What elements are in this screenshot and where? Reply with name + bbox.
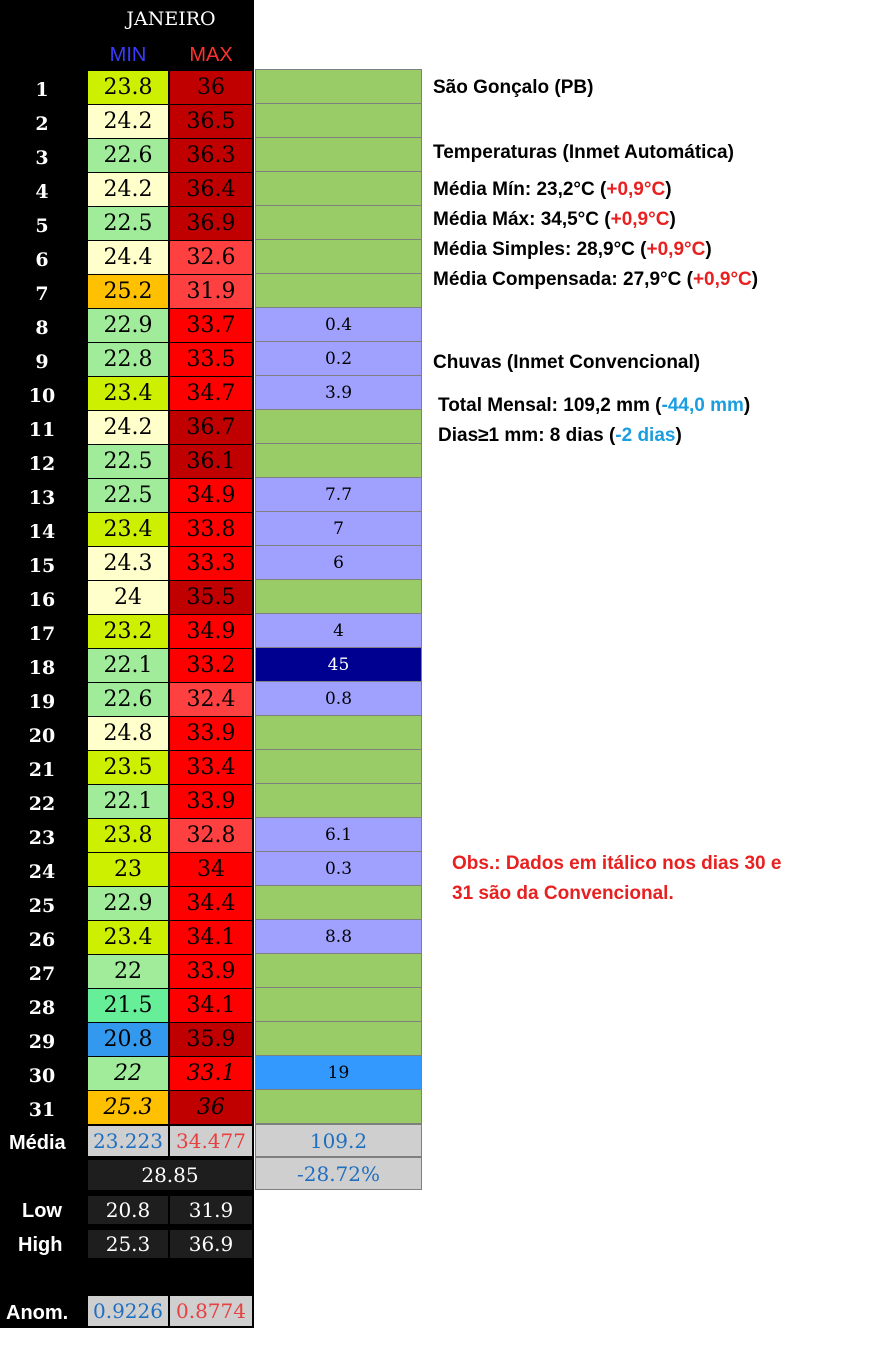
high-max-cell: 36.9 bbox=[170, 1230, 252, 1258]
day-number: 9 bbox=[35, 351, 49, 373]
low-min-cell: 20.8 bbox=[88, 1196, 168, 1224]
min-temp-cell: 23.4 bbox=[88, 921, 168, 954]
min-temp-cell: 23.5 bbox=[88, 751, 168, 784]
day-number: 13 bbox=[28, 487, 56, 509]
min-temp-cell: 25.2 bbox=[88, 275, 168, 308]
rain-cell bbox=[255, 69, 422, 104]
day-number: 11 bbox=[28, 419, 56, 441]
day-number: 12 bbox=[28, 453, 56, 475]
min-temp-cell: 22.9 bbox=[88, 309, 168, 342]
max-temp-cell: 34.9 bbox=[170, 479, 252, 512]
high-min-cell: 25.3 bbox=[88, 1230, 168, 1258]
min-temp-cell: 23.8 bbox=[88, 819, 168, 852]
rain-cell bbox=[255, 103, 422, 138]
rain-cell: 0.8 bbox=[255, 681, 422, 716]
month-title: JANEIRO bbox=[126, 8, 216, 30]
max-temp-cell: 34.9 bbox=[170, 615, 252, 648]
media-comp-text: Média Compensada: 27,9°C ( bbox=[433, 269, 693, 290]
day-number: 6 bbox=[35, 249, 49, 271]
rain-cell: 7.7 bbox=[255, 477, 422, 512]
max-temp-cell: 34.7 bbox=[170, 377, 252, 410]
media-simple-cell: 28.85 bbox=[88, 1160, 252, 1190]
rain-days-line bbox=[438, 425, 682, 447]
paren: ) bbox=[669, 209, 676, 230]
max-temp-cell: 36.9 bbox=[170, 207, 252, 240]
max-temp-cell: 33.8 bbox=[170, 513, 252, 546]
min-column-header: MIN bbox=[109, 44, 147, 66]
min-temp-cell: 25.3 bbox=[88, 1091, 168, 1124]
rain-cell bbox=[255, 783, 422, 818]
day-number: 19 bbox=[28, 691, 56, 713]
max-temp-cell: 34.4 bbox=[170, 887, 252, 920]
station-name: São Gonçalo (PB) bbox=[433, 77, 594, 98]
min-temp-cell: 24.2 bbox=[88, 411, 168, 444]
day-number: 17 bbox=[28, 623, 56, 645]
rain-cell bbox=[255, 1089, 422, 1124]
day-number: 27 bbox=[28, 963, 56, 985]
rain-cell bbox=[255, 205, 422, 240]
paren: ) bbox=[705, 239, 712, 260]
media-min-line bbox=[433, 179, 672, 201]
max-temp-cell: 33.4 bbox=[170, 751, 252, 784]
rain-anomaly-cell: -28.72% bbox=[255, 1157, 422, 1190]
min-temp-cell: 23.4 bbox=[88, 513, 168, 546]
min-temp-cell: 23.2 bbox=[88, 615, 168, 648]
rain-cell bbox=[255, 273, 422, 308]
media-max-cell: 34.477 bbox=[170, 1126, 252, 1156]
day-number: 16 bbox=[28, 589, 56, 611]
max-temp-cell: 36.5 bbox=[170, 105, 252, 138]
day-number: 29 bbox=[28, 1031, 56, 1053]
rain-cell: 6.1 bbox=[255, 817, 422, 852]
min-temp-cell: 22 bbox=[88, 955, 168, 988]
max-temp-cell: 31.9 bbox=[170, 275, 252, 308]
rain-cell: 0.3 bbox=[255, 851, 422, 886]
observation-line-2: 31 são da Convencional. bbox=[452, 883, 674, 904]
day-number: 31 bbox=[28, 1099, 56, 1121]
max-temp-cell: 36.4 bbox=[170, 173, 252, 206]
max-temp-cell: 36 bbox=[170, 71, 252, 104]
day-number: 8 bbox=[35, 317, 49, 339]
max-temp-cell: 33.9 bbox=[170, 955, 252, 988]
low-label: Low bbox=[22, 1200, 62, 1222]
rain-cell bbox=[255, 579, 422, 614]
day-number: 14 bbox=[28, 521, 56, 543]
day-number: 18 bbox=[28, 657, 56, 679]
rain-cell bbox=[255, 171, 422, 206]
rain-total-cell: 109.2 bbox=[255, 1124, 422, 1157]
rain-cell bbox=[255, 137, 422, 172]
rain-cell bbox=[255, 885, 422, 920]
media-label: Média bbox=[9, 1132, 66, 1154]
day-number: 23 bbox=[28, 827, 56, 849]
day-number: 28 bbox=[28, 997, 56, 1019]
max-temp-cell: 36.3 bbox=[170, 139, 252, 172]
media-comp-line bbox=[433, 269, 758, 291]
min-temp-cell: 22.5 bbox=[88, 445, 168, 478]
day-number: 25 bbox=[28, 895, 56, 917]
max-temp-cell: 36.1 bbox=[170, 445, 252, 478]
anom-max-cell: 0.8774 bbox=[170, 1296, 252, 1326]
paren: ) bbox=[743, 395, 751, 416]
media-min-anomaly: +0,9°C bbox=[606, 179, 666, 200]
max-temp-cell: 33.7 bbox=[170, 309, 252, 342]
min-temp-cell: 24.2 bbox=[88, 173, 168, 206]
day-number: 21 bbox=[28, 759, 56, 781]
rain-cell bbox=[255, 239, 422, 274]
day-number: 5 bbox=[35, 215, 49, 237]
media-simples-anomaly: +0,9°C bbox=[646, 239, 706, 260]
media-min-text: Média Mín: 23,2°C ( bbox=[433, 179, 607, 200]
max-temp-cell: 33.2 bbox=[170, 649, 252, 682]
day-number: 3 bbox=[35, 147, 49, 169]
max-temp-cell: 35.9 bbox=[170, 1023, 252, 1056]
media-max-anomaly: +0,9°C bbox=[610, 209, 670, 230]
temp-heading: Temperaturas (Inmet Automática) bbox=[433, 142, 734, 163]
min-temp-cell: 24.4 bbox=[88, 241, 168, 274]
rain-cell: 19 bbox=[255, 1055, 422, 1090]
rain-cell bbox=[255, 1021, 422, 1056]
media-simples-text: Média Simples: 28,9°C ( bbox=[433, 239, 647, 260]
day-number: 10 bbox=[28, 385, 56, 407]
max-column-header: MAX bbox=[189, 44, 233, 66]
min-temp-cell: 24.3 bbox=[88, 547, 168, 580]
min-temp-cell: 22.8 bbox=[88, 343, 168, 376]
min-temp-cell: 23 bbox=[88, 853, 168, 886]
rain-cell bbox=[255, 953, 422, 988]
max-temp-cell: 35.5 bbox=[170, 581, 252, 614]
min-temp-cell: 22.5 bbox=[88, 479, 168, 512]
max-temp-cell: 33.9 bbox=[170, 717, 252, 750]
rain-total-anomaly: -44,0 mm bbox=[661, 395, 744, 416]
anom-label: Anom. bbox=[6, 1302, 69, 1324]
max-temp-cell: 32.4 bbox=[170, 683, 252, 716]
min-temp-cell: 22.5 bbox=[88, 207, 168, 240]
media-max-line bbox=[433, 209, 676, 231]
media-min-cell: 23.223 bbox=[88, 1126, 168, 1156]
low-max-cell: 31.9 bbox=[170, 1196, 252, 1224]
rain-total-text: Total Mensal: 109,2 mm ( bbox=[438, 395, 662, 416]
day-number: 24 bbox=[28, 861, 56, 883]
rain-cell: 3.9 bbox=[255, 375, 422, 410]
day-number: 2 bbox=[35, 113, 49, 135]
day-number: 26 bbox=[28, 929, 56, 951]
day-number: 22 bbox=[28, 793, 56, 815]
day-number: 4 bbox=[35, 181, 49, 203]
rain-cell bbox=[255, 443, 422, 478]
max-temp-cell: 33.9 bbox=[170, 785, 252, 818]
max-temp-cell: 36.7 bbox=[170, 411, 252, 444]
rain-cell bbox=[255, 987, 422, 1022]
rain-cell: 8.8 bbox=[255, 919, 422, 954]
max-temp-cell: 34.1 bbox=[170, 921, 252, 954]
max-temp-cell: 33.3 bbox=[170, 547, 252, 580]
media-simples-line bbox=[433, 239, 712, 261]
max-temp-cell: 34 bbox=[170, 853, 252, 886]
high-label: High bbox=[18, 1234, 63, 1256]
min-temp-cell: 21.5 bbox=[88, 989, 168, 1022]
min-temp-cell: 22.9 bbox=[88, 887, 168, 920]
min-temp-cell: 23.4 bbox=[88, 377, 168, 410]
day-number: 15 bbox=[28, 555, 56, 577]
min-temp-cell: 24.8 bbox=[88, 717, 168, 750]
day-number: 7 bbox=[35, 283, 49, 305]
rain-heading: Chuvas (Inmet Convencional) bbox=[433, 352, 701, 373]
min-temp-cell: 23.8 bbox=[88, 71, 168, 104]
day-number: 20 bbox=[28, 725, 56, 747]
max-temp-cell: 36 bbox=[170, 1091, 252, 1124]
max-temp-cell: 33.5 bbox=[170, 343, 252, 376]
day-number: 1 bbox=[35, 79, 49, 101]
paren: ) bbox=[675, 425, 682, 446]
rain-cell: 7 bbox=[255, 511, 422, 546]
min-temp-cell: 22.6 bbox=[88, 683, 168, 716]
rain-cell: 45 bbox=[255, 647, 422, 682]
max-temp-cell: 32.6 bbox=[170, 241, 252, 274]
rain-cell: 4 bbox=[255, 613, 422, 648]
min-temp-cell: 24 bbox=[88, 581, 168, 614]
rain-days-anomaly: -2 dias bbox=[615, 425, 676, 446]
min-temp-cell: 22 bbox=[88, 1057, 168, 1090]
min-temp-cell: 22.1 bbox=[88, 649, 168, 682]
rain-cell: 0.4 bbox=[255, 307, 422, 342]
min-temp-cell: 22.6 bbox=[88, 139, 168, 172]
paren: ) bbox=[751, 269, 759, 290]
min-temp-cell: 22.1 bbox=[88, 785, 168, 818]
anom-min-cell: 0.9226 bbox=[88, 1296, 168, 1326]
max-temp-cell: 32.8 bbox=[170, 819, 252, 852]
media-max-text: Média Máx: 34,5°C ( bbox=[433, 209, 611, 230]
rain-cell bbox=[255, 715, 422, 750]
media-comp-anomaly: +0,9°C bbox=[692, 269, 752, 290]
min-temp-cell: 20.8 bbox=[88, 1023, 168, 1056]
rain-cell bbox=[255, 749, 422, 784]
rain-total-line bbox=[438, 395, 750, 417]
rain-cell: 0.2 bbox=[255, 341, 422, 376]
paren: ) bbox=[665, 179, 672, 200]
rain-cell: 6 bbox=[255, 545, 422, 580]
day-number: 30 bbox=[28, 1065, 56, 1087]
rain-cell bbox=[255, 409, 422, 444]
max-temp-cell: 34.1 bbox=[170, 989, 252, 1022]
max-temp-cell: 33.1 bbox=[170, 1057, 252, 1090]
rain-days-text: Dias≥1 mm: 8 dias ( bbox=[438, 425, 616, 446]
min-temp-cell: 24.2 bbox=[88, 105, 168, 138]
observation-line-1: Obs.: Dados em itálico nos dias 30 e bbox=[452, 853, 782, 874]
